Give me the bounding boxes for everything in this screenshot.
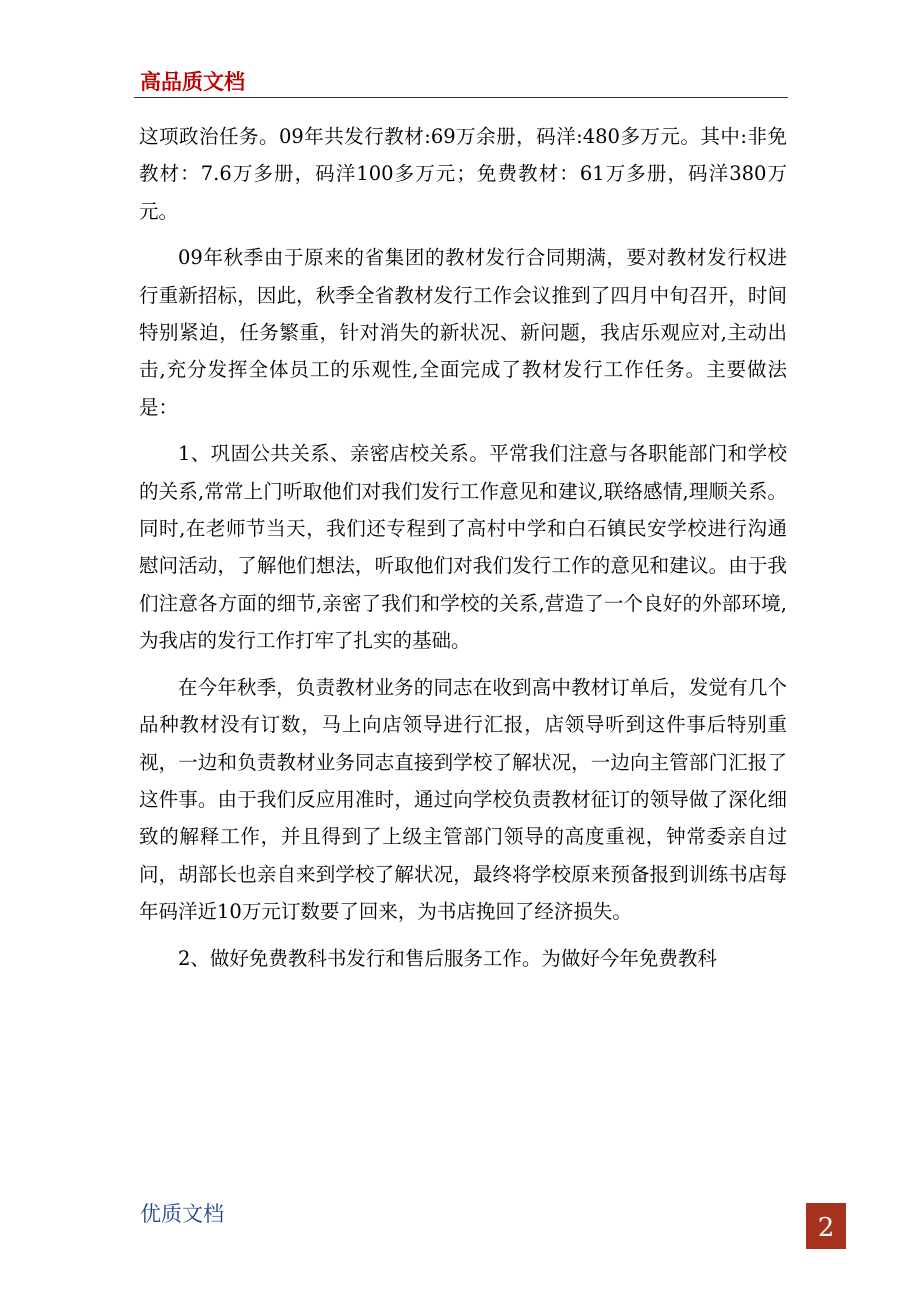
header-title: 高品质文档 [140, 70, 245, 94]
header-divider [134, 97, 788, 98]
page-number-badge: 2 [806, 1203, 846, 1249]
paragraph-5: 2、做好免费教科书发行和售后服务工作。为做好今年免费教科 [178, 946, 717, 970]
footer-title: 优质文档 [140, 1202, 224, 1226]
paragraph-3: 1、巩固公共关系、亲密店校关系。平常我们注意与各职能部门和学校的关系,常常上门听取他们对我们发行工作意见和建议,联络感情,理顺关系。同时,在老师节当天，我们还专程到了高村中学和白石镇民安学校进行沟通慰问活动，了解他们想法，听取他们对我们发行工作的意见和建议。由于我们注意各方面的细节,亲密了我们和学校的关系,营造了一个良好的外部环境,为我店的发行工作打牢了扎实的基础。 [139, 442, 787, 653]
paragraph-4: 在今年秋季，负责教材业务的同志在收到高中教材订单后，发觉有几个品种教材没有订数，马上向店领导进行汇报，店领导听到这件事后特别重视，一边和负责教材业务同志直接到学校了解状况，一边向主管部门汇报了这件事。由于我们反应用准时，通过向学校负责教材征订的领导做了深化细致的解释工作，并且得到了上级主管部门领导的高度重视，钟常委亲自过问，胡部长也亲自来到学校了解状况，最终将学校原来预备报到训练书店每年码洋近10万元订数要了回来，为书店挽回了经济损失。 [139, 675, 787, 924]
paragraph-1: 这项政治任务。09年共发行教材:69万余册，码洋:480多万元。其中:非免教材：7.6万多册，码洋100多万元；免费教材：61万多册，码洋380万元。 [139, 125, 787, 223]
document-body [139, 118, 787, 986]
paragraph-2: 09年秋季由于原来的省集团的教材发行合同期满，要对教材发行权进行重新招标，因此，秋季全省教材发行工作会议推到了四月中旬召开，时间特别紧迫，任务繁重，针对消失的新状况、新问题，我店乐观应对,主动出击,充分发挥全体员工的乐观性,全面完成了教材发行工作任务。主要做法是： [139, 246, 787, 419]
